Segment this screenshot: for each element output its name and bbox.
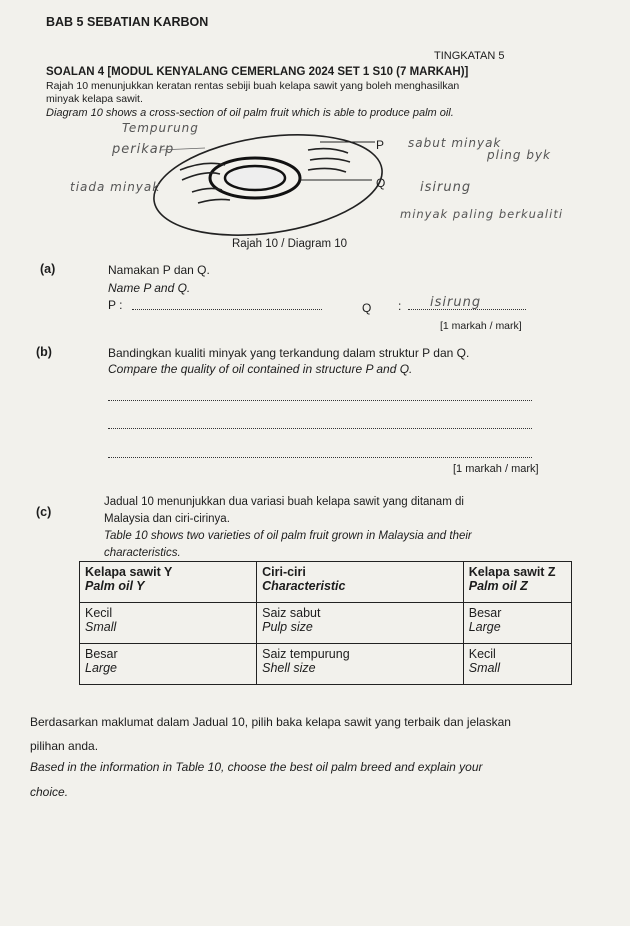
table-10 [79, 561, 572, 685]
answer-line-b3[interactable] [108, 457, 532, 458]
label-p: P [376, 138, 385, 152]
part-a-marks: [1 markah / mark] [440, 320, 522, 332]
intro-en: Diagram 10 shows a cross-section of oil palm fruit which is able to produce palm oil. [46, 107, 454, 119]
part-b-prompt-ms: Bandingkan kualiti minyak yang terkandung dalam struktur P dan Q. [108, 346, 470, 360]
part-c-label: (c) [36, 505, 52, 519]
intro-ms-line2: minyak kelapa sawit. [46, 93, 143, 105]
header-en: Palm oil Z [468, 579, 528, 593]
cell-en: Large [85, 661, 117, 675]
answer-line-b1[interactable] [108, 400, 532, 401]
part-b-marks: [1 markah / mark] [453, 463, 539, 475]
cell-en: Shell size [262, 661, 316, 675]
cell-ms: Kecil [85, 606, 113, 620]
final-en-line2: choice. [30, 785, 69, 799]
part-a-prompt-en: Name P and Q. [108, 281, 191, 295]
handwritten-minyak-paling: minyak paling berkualiti [400, 207, 564, 221]
final-en-line1: Based in the information in Table 10, choose the best oil palm breed and explain your [30, 760, 483, 774]
handwritten-piling-byk: pling byk [487, 148, 551, 162]
table-cell [257, 644, 464, 685]
cell-en: Small [85, 620, 117, 634]
cell-en: Large [468, 620, 501, 634]
header-cell [80, 562, 257, 603]
handwritten-tempurung: Tempurung [122, 121, 199, 135]
handwritten-tiada-minyak: tiada minyak [70, 180, 161, 194]
table-row [80, 644, 572, 685]
final-ms-line2: pilihan anda. [30, 739, 99, 753]
answer-line-p[interactable] [132, 309, 322, 310]
cell-ms: Saiz tempurung [262, 647, 350, 661]
part-a-prompt-ms: Namakan P dan Q. [108, 263, 210, 277]
part-a-label: (a) [40, 262, 56, 276]
part-c-prompt-en-1: Table 10 shows two varieties of oil palm fruit grown in Malaysia and their [104, 530, 472, 542]
cell-ms: Besar [468, 606, 502, 620]
header-ms: Kelapa sawit Z [468, 565, 556, 579]
cell-ms: Saiz sabut [262, 606, 321, 620]
handwritten-isirung: isirung [420, 180, 472, 195]
intro-ms-line1: Rajah 10 menunjukkan keratan rentas sebiji buah kelapa sawit yang boleh menghasilkan [46, 80, 460, 92]
table-cell [257, 603, 464, 644]
table-cell [80, 603, 257, 644]
part-b-label: (b) [36, 345, 52, 359]
part-b-prompt-en: Compare the quality of oil contained in structure P and Q. [108, 362, 413, 376]
header-ms: Kelapa sawit Y [85, 565, 173, 579]
part-a-q-colon: : [398, 299, 402, 313]
part-a-q-label: Q [362, 301, 372, 315]
header-cell [463, 562, 571, 603]
handwritten-perikarp: perikarp [112, 142, 175, 157]
part-a-p-label: P : [108, 298, 123, 312]
table-cell [463, 644, 571, 685]
cell-ms: Kecil [468, 647, 496, 661]
handwritten-sabut-minyak: sabut minyak [408, 136, 502, 150]
question-title: SOALAN 4 [MODUL KENYALANG CEMERLANG 2024 SET 1 S10 (7 MARKAH)] [46, 66, 469, 78]
cell-en: Pulp size [262, 620, 313, 634]
header-en: Palm oil Y [85, 579, 145, 593]
label-q: Q [376, 176, 386, 190]
answer-line-b2[interactable] [108, 428, 532, 429]
table-cell [80, 644, 257, 685]
part-c-prompt-ms-1: Jadual 10 menunjukkan dua variasi buah kelapa sawit yang ditanam di [104, 496, 464, 508]
cell-ms: Besar [85, 647, 118, 661]
chapter-title: BAB 5 SEBATIAN KARBON [46, 15, 209, 29]
answer-q-handwritten: isirung [430, 295, 482, 310]
level-label: TINGKATAN 5 [434, 50, 505, 62]
header-ms: Ciri-ciri [262, 565, 306, 579]
cell-en: Small [468, 661, 500, 675]
final-ms-line1: Berdasarkan maklumat dalam Jadual 10, pilih baka kelapa sawit yang terbaik dan jelaskan [30, 715, 511, 729]
part-c-prompt-ms-2: Malaysia dan ciri-cirinya. [104, 513, 230, 525]
header-en: Characteristic [262, 579, 346, 593]
table-cell [463, 603, 571, 644]
table-header-row [80, 562, 572, 603]
part-c-prompt-en-2: characteristics. [104, 547, 181, 559]
diagram-caption: Rajah 10 / Diagram 10 [232, 238, 348, 250]
header-cell [257, 562, 464, 603]
table-row [80, 603, 572, 644]
